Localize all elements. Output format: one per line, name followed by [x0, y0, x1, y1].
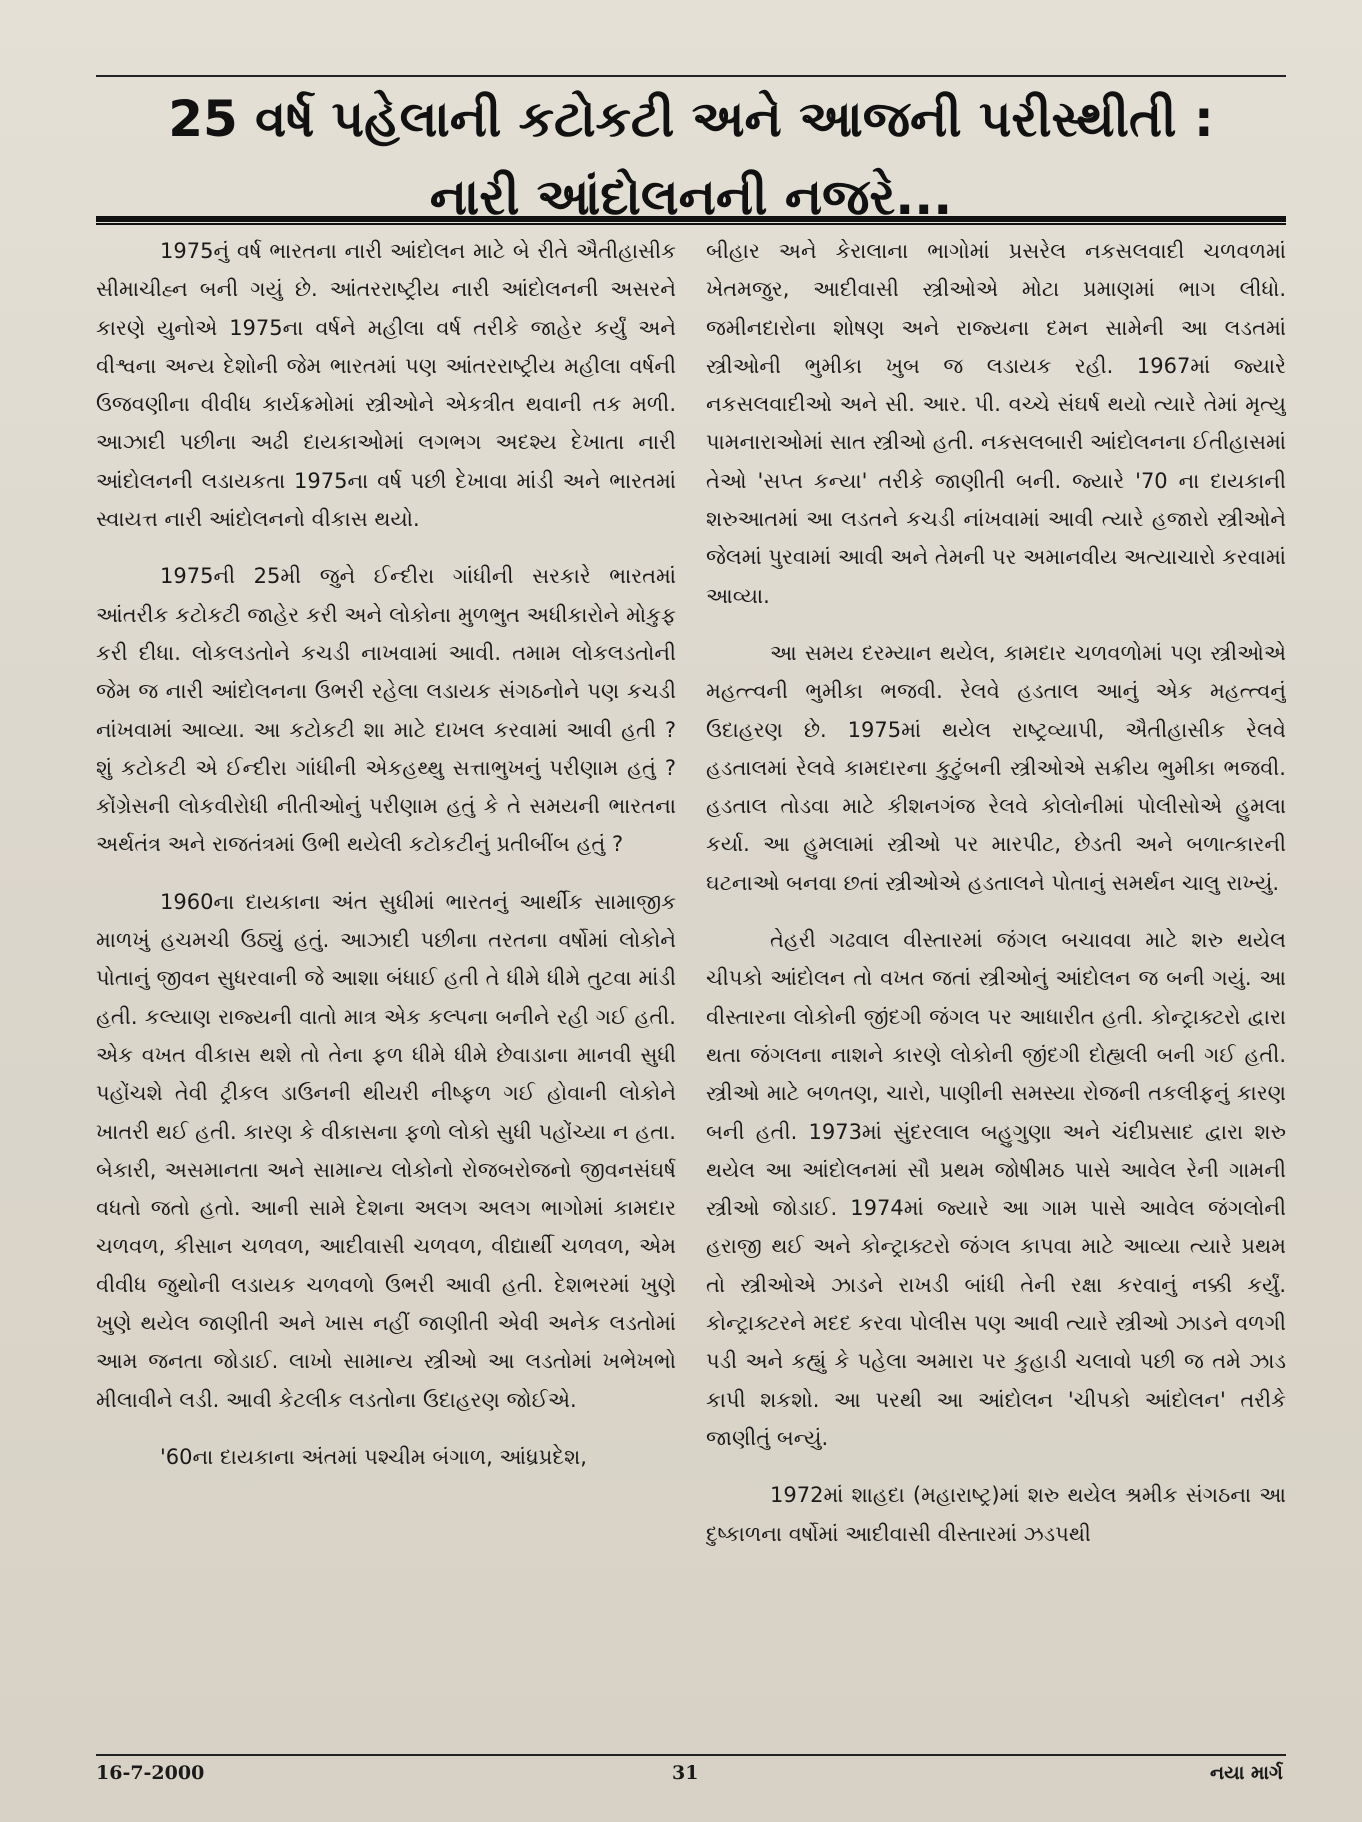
paragraph: '60ના દાયકાના અંતમાં પશ્ચીમ બંગાળ, આંધ્રપ્રદેશ, — [160, 1444, 587, 1469]
paragraph: 1975નું વર્ષ ભારતના નારી આંદોલન માટે બે રીતે ઐતીહાસીક સીમાચીહ્ન બની ગયું છે. આંતરરાષ્ટ્રીય નારી આંદોલનની અસરને કારણે યુનોએ 1975ના વર્ષને મહીલા વર્ષ તરીકે જાહેર કર્યું અને વીશ્વના અન્ય દેશોની જેમ ભારતમાં પણ આંતરરાષ્ટ્રીય મહીલા વર્ષની ઉજવણીના વીવીધ કાર્યક્રમોમાં સ્ત્રીઓને એકત્રીત થવાની તક મળી. આઝાદી પછીના અઢી દાયકાઓમાં લગભગ અદશ્ય દેખાતા નારી આંદોલનની લડાયકતા 1975ના વર્ષ પછી દેખાવા માંડી અને ભારતમાં સ્વાયત્ત નારી આંદોલનનો વીકાસ થયો. — [96, 239, 676, 532]
footer-rule — [96, 1754, 1286, 1756]
paragraph: બીહાર અને કેરાલાના ભાગોમાં પ્રસરેલ નકસલવાદી ચળવળમાં ખેતમજુર, આદીવાસી સ્ત્રીઓએ મોટા પ્રમાણમાં ભાગ લીધો. જમીનદારોના શોષણ અને રાજ્યના દમન સામેની આ લડતમાં સ્ત્રીઓની ભુમીકા ખુબ જ લડાયક રહી. 1967માં જ્યારે નકસલવાદીઓ અને સી. આર. પી. વચ્ચે સંઘર્ષ થયો ત્યારે તેમાં મૃત્યુ પામનારાઓમાં સાત સ્ત્રીઓ હતી. નકસલબારી આંદોલનના ઈતીહાસમાં તેઓ 'સપ્ત કન્યા' તરીકે જાણીતી બની. જ્યારે '70 ના દાયકાની શરુઆતમાં આ લડતને કચડી નાંખવામાં આવી ત્યારે હજારો સ્ત્રીઓને જેલમાં પુરવામાં આવી અને તેમની પર અમાનવીય અત્યાચારો કરવામાં આવ્યા. — [706, 239, 1286, 608]
page-number: 31 — [672, 1762, 699, 1784]
paragraph: આ સમય દરમ્યાન થયેલ, કામદાર ચળવળોમાં પણ સ્ત્રીઓએ મહત્ત્વની ભુમીકા ભજવી. રેલવે હડતાલ આનું એક મહત્ત્વનું ઉદાહરણ છે. 1975માં થયેલ રાષ્ટ્રવ્યાપી, ઐતીહાસીક રેલવે હડતાલમાં રેલવે કામદારના કુટુંબની સ્ત્રીઓએ સક્રીય ભુમીકા ભજવી. હડતાલ તોડવા માટે કીશનગંજ રેલવે કોલોનીમાં પોલીસોએ હુમલા કર્યા. આ હુમલામાં સ્ત્રીઓ પર મારપીટ, છેડતી અને બળાત્કારની ઘટનાઓ બનવા છતાં સ્ત્રીઓએ હડતાલને પોતાનું સમર્થન ચાલુ રાખ્યું. — [706, 640, 1286, 895]
paragraph: 1972માં શાહદા (મહારાષ્ટ્ર)માં શરુ થયેલ શ્રમીક સંગઠના આ દુષ્કાળના વર્ષોમાં આદીવાસી વીસ્તારમાં ઝડપથી — [706, 1483, 1286, 1546]
title-rule — [96, 216, 1286, 225]
title-line-2: નારી આંદોલનની નજરે... — [429, 168, 953, 226]
left-column — [96, 232, 676, 1752]
right-column — [706, 232, 1286, 1752]
footer-date: 16-7-2000 — [96, 1762, 205, 1784]
title-line-1: 25 વર્ષ પહેલાની કટોકટી અને આજની પરીસ્થીતી : — [168, 90, 1214, 148]
paragraph: 1960ના દાયકાના અંત સુધીમાં ભારતનું આર્થીક સામાજીક માળખું હચમચી ઉઠ્યું હતું. આઝાદી પછીના તરતના વર્ષોમાં લોકોને પોતાનું જીવન સુધરવાની જે આશા બંધાઈ હતી તે ધીમે ધીમે તુટવા માંડી હતી. કલ્યાણ રાજ્યની વાતો માત્ર એક કલ્પના બનીને રહી ગઈ હતી. એક વખત વીકાસ થશે તો તેના ફળ ધીમે ધીમે છેવાડાના માનવી સુધી પહોંચશે તેવી ટ્રીકલ ડાઉનની થીયરી નીષ્ફળ ગઈ હોવાની લોકોને ખાતરી થઈ હતી. કારણ કે વીકાસના ફળો લોકો સુધી પહોંચ્યા ન હતા. બેકારી, અસમાનતા અને સામાન્ય લોકોનો રોજબરોજનો જીવનસંઘર્ષ વધતો જતો હતો. આની સામે દેશના અલગ અલગ ભાગોમાં કામદાર ચળવળ, કીસાન ચળવળ, આદીવાસી ચળવળ, વીદ્યાર્થી ચળવળ, એમ વીવીધ જુથોની લડાયક ચળવળો ઉભરી આવી હતી. દેશભરમાં ખુણે ખુણે થયેલ જાણીતી અને ખાસ નહીં જાણીતી એવી અનેક લડતોમાં આમ જનતા જોડાઈ. લાખો સામાન્ય સ્ત્રીઓ આ લડતોમાં ખભેખભો મીલાવીને લડી. આવી કેટલીક લડતોના ઉદાહરણ જોઈએ. — [96, 889, 676, 1412]
paragraph: તેહરી ગઢવાલ વીસ્તારમાં જંગલ બચાવવા માટે શરુ થયેલ ચીપકો આંદોલન તો વખત જતાં સ્ત્રીઓનું આંદોલન જ બની ગયું. આ વીસ્તારના લોકોની જીંદગી જંગલ પર આધારીત હતી. કોન્ટ્રાક્ટરો દ્વારા થતા જંગલના નાશને કારણે લોકોની જીંદગી દોહ્યલી બની ગઈ હતી. સ્ત્રીઓ માટે બળતણ, ચારો, પાણીની સમસ્યા રોજની તકલીફનું કારણ બની હતી. 1973માં સુંદરલાલ બહુગુણા અને ચંદીપ્રસાદ દ્વારા શરુ થયેલ આ આંદોલનમાં સૌ પ્રથમ જોષીમઠ પાસે આવેલ રેની ગામની સ્ત્રીઓ જોડાઈ. 1974માં જ્યારે આ ગામ પાસે આવેલ જંગલોની હરાજી થઈ અને કોન્ટ્રાક્ટરો જંગલ કાપવા માટે આવ્યા ત્યારે પ્રથમ તો સ્ત્રીઓએ ઝાડને રાખડી બાંધી તેની રક્ષા કરવાનું નક્કી કર્યું. કોન્ટ્રાક્ટરને મદદ કરવા પોલીસ પણ આવી ત્યારે સ્ત્રીઓ ઝાડને વળગી પડી અને કહ્યું કે પહેલા અમારા પર કુહાડી ચલાવો પછી જ તમે ઝાડ કાપી શકશો. આ પરથી આ આંદોલન 'ચીપકો આંદોલન' તરીકે જાણીતું બન્યું. — [706, 928, 1286, 1450]
top-rule — [96, 75, 1286, 77]
paragraph: 1975ની 25મી જુને ઈન્દીરા ગાંધીની સરકારે ભારતમાં આંતરીક કટોકટી જાહેર કરી અને લોકોના મુળભુત અધીકારોને મોકુફ કરી દીધા. લોકલડતોને કચડી નાખવામાં આવી. તમામ લોકલડતોની જેમ જ નારી આંદોલનના ઉભરી રહેલા લડાયક સંગઠનોને પણ કચડી નાંખવામાં આવ્યા. આ કટોકટી શા માટે દાખલ કરવામાં આવી હતી ? શું કટોકટી એ ઈન્દીરા ગાંધીની એકહથ્થુ સત્તાભુખનું પરીણામ હતું ? કોંગ્રેસની લોકવીરોધી નીતીઓનું પરીણામ હતું કે તે સમયની ભારતના અર્થતંત્ર અને રાજતંત્રમાં ઉભી થયેલી કટોકટીનું પ્રતીબીંબ હતું ? — [96, 564, 676, 857]
article-title — [96, 80, 1286, 236]
publication-name: નયા માર્ગ — [1210, 1762, 1283, 1784]
